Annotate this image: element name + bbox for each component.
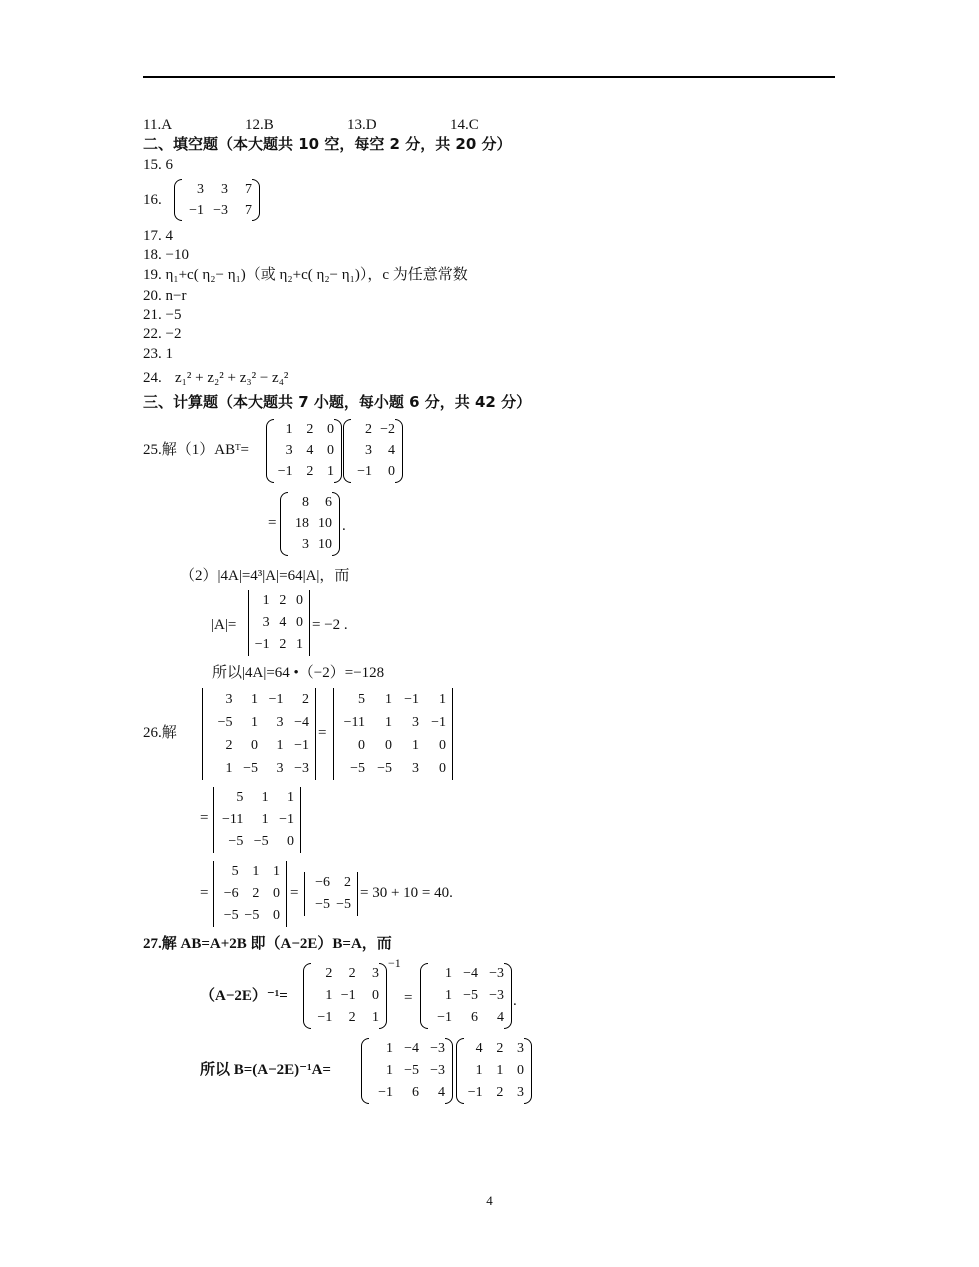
matrix-cell: −5 [244,908,260,923]
matrix-cell: −1 [437,1010,452,1025]
matrix-cell: −5 [336,897,351,912]
matrix-cell: 2 [306,421,314,437]
answer-12: 12.B [245,117,274,133]
matrix-cell: −5 [253,834,269,849]
matrix-cell: 4 [279,615,287,630]
q26-eq1: = [318,725,327,741]
header-rule [143,76,835,78]
matrix-cell: 3 [285,442,293,458]
answer-14: 14.C [450,117,479,133]
matrix-cell: 1 [496,1063,504,1078]
matrix-cell: 8 [302,494,309,510]
right-paren [395,419,403,483]
q17: 17. 4 [143,228,173,244]
matrix-cell: 1 [385,691,392,707]
q26-det-4 [212,861,288,927]
q16-matrix [174,179,260,221]
matrix-cell: 1 [412,737,419,753]
matrix-cell: 0 [439,737,446,753]
matrix-cell: −1 [254,637,270,652]
q27-eq: = [404,990,413,1006]
matrix-cell: 1 [386,1063,393,1078]
matrix-cell: −5 [228,834,244,849]
matrix-cell: 1 [262,593,270,608]
matrix-cell: 0 [516,1063,524,1078]
page-number: 4 [486,1193,493,1208]
matrix-cell: −4 [294,714,309,730]
matrix-cell: 1 [372,1010,379,1025]
matrix-cell: 6 [471,1010,478,1025]
matrix-cell: 7 [245,202,252,218]
matrix-cell: 10 [318,537,332,553]
matrix-cell: 1 [285,421,293,437]
matrix-cell: 3 [365,442,372,458]
left-bar [248,590,249,656]
matrix-cell: 0 [295,615,303,630]
matrix-cell: 1 [252,864,260,879]
right-paren [445,1038,453,1104]
matrix-cell: 6 [325,494,332,510]
matrix-cell: 0 [372,988,379,1003]
matrix-cell: 0 [439,760,446,776]
matrix-cell: 0 [295,593,303,608]
matrix-cell: −1 [357,464,372,480]
q26-det-2 [332,688,454,780]
q25-label: 25.解（1）ABᵀ= [143,442,249,458]
matrix-cell: 2 [302,691,309,707]
matrix-cell: 6 [412,1085,419,1100]
matrix-cell: 0 [272,908,280,923]
q27-inverse-matrix [420,963,512,1029]
matrix-cell: −5 [315,897,330,912]
matrix-cell: 3 [225,691,233,707]
right-bar [309,590,310,656]
matrix-cell: 1 [261,812,269,827]
q19: 19. η₁+c( η₂− η₁)（或 η₂+c( η₂− η₁)），c 为任意常数 [143,267,468,283]
matrix-cell: 3 [276,760,284,776]
matrix-cell: −1 [340,988,356,1003]
matrix-cell: 1 [272,864,280,879]
matrix-cell: 10 [318,515,332,531]
q26-det-1 [201,688,317,780]
q26-eq4: = [290,885,299,901]
q27-inv-label: （A−2E）⁻¹= [200,988,288,1004]
matrix-cell: −3 [489,966,504,981]
q25-conclusion: 所以|4A|=64 •（−2）=−128 [212,665,385,681]
matrix-cell: 3 [197,181,204,197]
matrix-cell: 0 [287,834,294,849]
q25-det-value: = −2 . [312,617,348,633]
matrix-cell: −4 [404,1041,419,1056]
matrix-cell: 2 [325,966,333,981]
left-bar [304,872,305,916]
q18: 18. −10 [143,247,189,263]
matrix-cell: 1 [261,790,269,805]
q26-det-5 [303,872,359,916]
matrix-cell: 2 [348,966,356,981]
q27-inv-exponent: −1 [388,956,401,970]
answer-13: 13.D [347,117,377,133]
q27-matrix-a [456,1038,532,1104]
matrix-cell: 2 [225,737,233,753]
matrix-cell: 4 [497,1010,504,1025]
matrix-cell: 18 [295,515,309,531]
matrix-cell: 1 [326,464,334,480]
matrix-cell: 0 [388,464,395,480]
right-bar [315,688,316,780]
left-bar [213,787,214,853]
matrix-cell: −1 [277,464,293,480]
matrix-cell: 1 [445,988,452,1003]
left-bar [202,688,203,780]
matrix-cell: 0 [326,421,334,437]
matrix-cell: 1 [439,691,446,707]
q25-matrix-a [266,419,342,483]
matrix-cell: 2 [279,593,287,608]
left-bar [333,688,334,780]
matrix-cell: 3 [372,966,379,981]
q27-b-label: 所以 B=(A−2E)⁻¹A= [200,1062,331,1078]
matrix-cell: 2 [306,464,314,480]
matrix-cell: −5 [243,760,258,776]
matrix-cell: 3 [516,1041,524,1056]
matrix-cell: 2 [348,1010,356,1025]
matrix-cell: 1 [475,1063,483,1078]
matrix-cell: −3 [213,202,228,218]
matrix-cell: −1 [431,714,446,730]
right-paren [252,179,260,221]
matrix-cell: −6 [223,886,239,901]
matrix-cell: −5 [404,1063,419,1078]
q25-matrix-bt [343,419,403,483]
right-bar [452,688,453,780]
matrix-cell: 4 [306,442,314,458]
q27-matrix-m [303,963,387,1029]
matrix-cell: 1 [225,760,233,776]
matrix-cell: −1 [467,1085,483,1100]
matrix-cell: 5 [231,864,239,879]
matrix-cell: 4 [475,1041,483,1056]
matrix-cell: −5 [350,760,365,776]
right-bar [286,861,287,927]
matrix-cell: 2 [344,875,351,890]
matrix-cell: 2 [279,637,287,652]
matrix-cell: 3 [516,1085,524,1100]
matrix-cell: −4 [463,966,478,981]
matrix-cell: 3 [221,181,228,197]
q26-det-3 [212,787,302,853]
q27-inverse-matrix-2 [361,1038,453,1104]
left-bar [213,861,214,927]
matrix-cell: 5 [358,691,365,707]
matrix-cell: 2 [365,421,372,437]
matrix-cell: 1 [325,988,333,1003]
right-bar [357,872,358,916]
matrix-cell: 1 [445,966,452,981]
matrix-cell: 1 [276,737,284,753]
matrix-cell: −5 [463,988,478,1003]
matrix-cell: 3 [276,714,284,730]
matrix-cell: 0 [326,442,334,458]
matrix-cell: 3 [412,760,419,776]
right-paren [379,963,387,1029]
right-paren [504,963,512,1029]
q26-eq2: = [200,810,209,826]
section3-title: 三、计算题（本大题共 7 小题，每小题 6 分，共 42 分） [143,393,532,411]
matrix-cell: 4 [438,1085,445,1100]
matrix-cell: 0 [358,737,365,753]
matrix-cell: −1 [404,691,419,707]
matrix-cell: 0 [272,886,280,901]
q26-final: = 30 + 10 = 40. [360,885,453,901]
q26-eq3: = [200,885,209,901]
right-bar [300,787,301,853]
matrix-cell: 1 [251,691,258,707]
matrix-cell: 4 [388,442,395,458]
matrix-cell: 1 [251,714,258,730]
q20: 20. n−r [143,288,187,304]
matrix-cell: 5 [236,790,244,805]
matrix-cell: −3 [430,1063,445,1078]
matrix-cell: 3 [412,714,419,730]
matrix-cell: 7 [245,181,252,197]
matrix-cell: 0 [251,737,258,753]
q23: 23. 1 [143,346,173,362]
matrix-cell: −1 [378,1085,393,1100]
q25-eq: = [268,515,277,531]
matrix-cell: −5 [377,760,392,776]
matrix-cell: 1 [385,714,392,730]
q21: 21. −5 [143,307,182,323]
matrix-cell: 3 [302,537,309,553]
q15: 15. 6 [143,157,173,173]
right-paren [524,1038,532,1104]
matrix-cell: −2 [380,421,395,437]
matrix-cell: 2 [496,1085,504,1100]
matrix-cell: −6 [315,875,330,890]
q26-label: 26.解 [143,725,177,741]
q27-line: 27.解 AB=A+2B 即（A−2E）B=A，而 [143,936,392,952]
q24-label: 24. [143,370,162,386]
matrix-cell: −1 [317,1010,333,1025]
matrix-cell: −5 [223,908,239,923]
right-paren [332,492,340,556]
matrix-cell: −3 [294,760,309,776]
q25-det-label: |A|= [211,617,237,633]
matrix-cell: −1 [294,737,309,753]
matrix-cell: −5 [217,714,233,730]
matrix-cell: −3 [489,988,504,1003]
matrix-cell: 1 [287,790,294,805]
matrix-cell: −1 [189,202,204,218]
q25-result-matrix [280,492,340,556]
matrix-cell: −11 [221,812,244,827]
q27-period: . [513,993,517,1009]
matrix-cell: 0 [385,737,392,753]
matrix-cell: 3 [262,615,270,630]
q24-expr: z₁² + z₂² + z₃² − z₄² [175,370,289,386]
matrix-cell: 2 [496,1041,504,1056]
q22: 22. −2 [143,326,182,342]
q25-period: . [342,518,346,534]
section2-title: 二、填空题（本大题共 10 空，每空 2 分，共 20 分） [143,135,512,153]
matrix-cell: −1 [279,812,294,827]
q25-det-a [247,590,311,656]
matrix-cell: −1 [268,691,284,707]
answer-11: 11.A [143,117,173,133]
q16-label: 16. [143,192,162,208]
matrix-cell: 1 [295,637,303,652]
q25-part2: （2）|4A|=4³|A|=64|A|，而 [180,568,350,584]
matrix-cell: −11 [343,714,365,730]
right-paren [334,419,342,483]
matrix-cell: 1 [386,1041,393,1056]
matrix-cell: −3 [430,1041,445,1056]
matrix-cell: 2 [252,886,260,901]
